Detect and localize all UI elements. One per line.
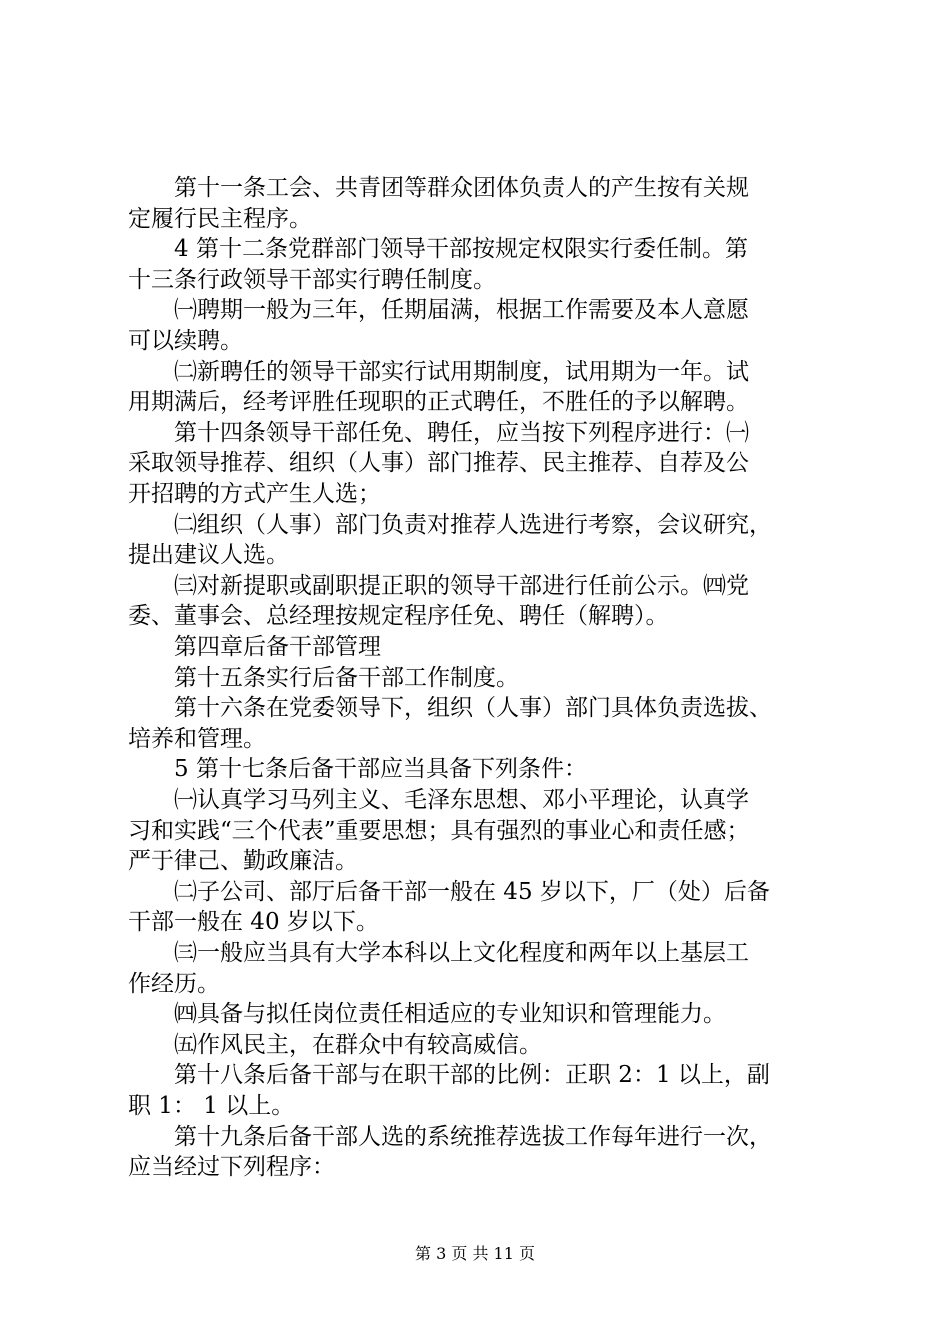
- text-line: 委、董事会、总经理按规定程序任免、聘任（解聘）。: [128, 603, 669, 630]
- text-line: 5 第十七条后备干部应当具备下列条件：: [128, 756, 587, 783]
- text-line: 定履行民主程序。: [128, 205, 312, 232]
- text-line: 十三条行政领导干部实行聘任制度。: [128, 266, 496, 293]
- text-line: ㈢一般应当具有大学本科以上文化程度和两年以上基层工: [128, 940, 749, 966]
- text-line: ㈡新聘任的领导干部实行试用期制度，试用期为一年。试: [128, 358, 749, 385]
- text-line: 作经历。: [128, 970, 220, 997]
- text-line: 开招聘的方式产生人选；: [128, 481, 381, 507]
- text-line: 第十八条后备干部与在职干部的比例：正职 2：1 以上，副: [128, 1062, 770, 1089]
- chapter-heading: 第四章后备干部管理: [128, 634, 381, 660]
- text-line: 职 1： 1 以上。: [128, 1093, 295, 1119]
- page-footer: 第 3 页 共 11 页: [415, 1244, 535, 1263]
- text-line: 提出建议人选。: [128, 542, 289, 569]
- text-line: ㈠认真学习马列主义、毛泽东思想、邓小平理论，认真学: [128, 787, 749, 813]
- text-line: ㈡组织（人事）部门负责对推荐人选进行考察，会议研究，: [128, 511, 772, 538]
- text-line: 4 第十二条党群部门领导干部按规定权限实行委任制。第: [128, 236, 748, 263]
- text-line: 第十四条领导干部任免、聘任，应当按下列程序进行：㈠: [128, 419, 749, 446]
- text-line: 培养和管理。: [128, 725, 266, 752]
- text-line: ㈢对新提职或副职提正职的领导干部进行任前公示。㈣党: [128, 572, 749, 599]
- text-line: ㈤作风民主，在群众中有较高威信。: [128, 1031, 542, 1058]
- text-line: 严于律己、勤政廉洁。: [128, 848, 358, 875]
- text-line: 应当经过下列程序：: [128, 1154, 335, 1181]
- text-line: 第十九条后备干部人选的系统推荐选拔工作每年进行一次，: [128, 1123, 772, 1150]
- text-line: 第十六条在党委领导下，组织（人事）部门具体负责选拔、: [128, 695, 772, 722]
- text-line: 用期满后，经考评胜任现职的正式聘任，不胜任的予以解聘。: [128, 389, 749, 416]
- text-line: 可以续聘。: [128, 328, 243, 354]
- text-line: ㈣具备与拟任岗位责任相适应的专业知识和管理能力。: [128, 1001, 726, 1028]
- text-line: 第十一条工会、共青团等群众团体负责人的产生按有关规: [128, 175, 749, 201]
- text-line: ㈡子公司、部厅后备干部一般在 45 岁以下，厂（处）后备: [128, 878, 770, 905]
- text-line: 干部一般在 40 岁以下。: [128, 909, 379, 936]
- text-line: 采取领导推荐、组织（人事）部门推荐、民主推荐、自荐及公: [128, 450, 749, 477]
- text-line: 习和实践“三个代表”重要思想；具有强烈的事业心和责任感；: [128, 817, 750, 844]
- text-line: 第十五条实行后备干部工作制度。: [128, 664, 519, 691]
- text-line: ㈠聘期一般为三年，任期届满，根据工作需要及本人意愿: [128, 297, 749, 324]
